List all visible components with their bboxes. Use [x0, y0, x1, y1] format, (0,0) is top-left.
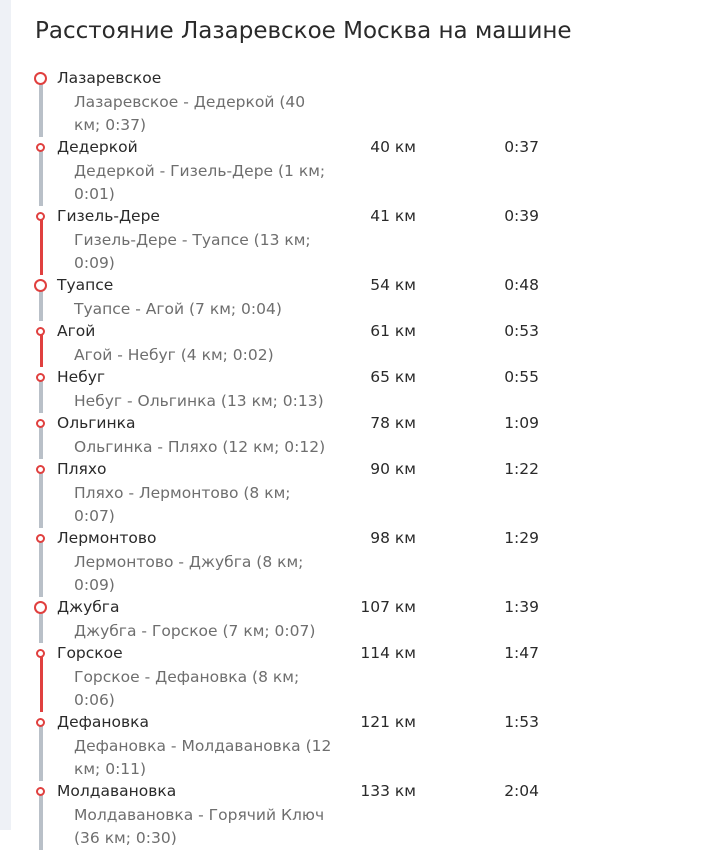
route-point-icon	[34, 279, 47, 292]
segment-description: Молдавановка - Горячий Ключ (36 км; 0:30)	[74, 806, 325, 847]
route-stop	[0, 643, 719, 712]
route-stop	[0, 367, 719, 413]
route-point-icon	[36, 465, 45, 474]
segment-description: Агой - Небуг (4 км; 0:02)	[74, 346, 274, 364]
stop-time: 0:37	[504, 138, 539, 156]
route-point-icon	[36, 649, 45, 658]
route-point-icon	[36, 534, 45, 543]
route-connector-line	[39, 381, 43, 413]
route-connector-line	[40, 220, 43, 275]
route-point-icon	[36, 327, 45, 336]
stop-distance: 78 км	[370, 414, 416, 432]
stop-time: 1:29	[504, 529, 539, 547]
stop-name: Лермонтово	[57, 529, 157, 547]
stop-time: 1:22	[504, 460, 539, 478]
stop-distance: 65 км	[370, 368, 416, 386]
segment-description: Ольгинка - Пляхо (12 км; 0:12)	[74, 438, 326, 456]
route-connector-line	[39, 151, 43, 206]
stop-name: Дефановка	[57, 713, 150, 731]
route-stop	[0, 68, 719, 137]
route-stop	[0, 459, 719, 528]
route-point-icon	[36, 419, 45, 428]
stop-name: Гизель-Дере	[57, 207, 160, 225]
stop-time: 0:53	[504, 322, 539, 340]
stop-distance: 114 км	[360, 644, 416, 662]
route-stop-header	[0, 275, 719, 298]
stop-time: 0:48	[504, 276, 539, 294]
segment-description: Пляхо - Лермонтово (8 км; 0:07)	[74, 484, 291, 525]
stop-time: 2:04	[504, 782, 539, 800]
stop-distance: 40 км	[370, 138, 416, 156]
segment-description: Небуг - Ольгинка (13 км; 0:13)	[74, 392, 324, 410]
route-stop-header	[0, 321, 719, 344]
route-stop	[0, 413, 719, 459]
route-connector-line	[39, 795, 43, 850]
route-connector-line	[39, 82, 43, 137]
route-connector-line	[39, 726, 43, 781]
stop-name: Джубга	[57, 598, 120, 616]
route-connector-line	[40, 335, 43, 367]
route-stop	[0, 712, 719, 781]
route-stop-header	[0, 781, 719, 804]
stop-time: 1:09	[504, 414, 539, 432]
route-connector-line	[39, 611, 43, 643]
segment-description: Джубга - Горское (7 км; 0:07)	[74, 622, 316, 640]
stop-time: 0:55	[504, 368, 539, 386]
stop-distance: 98 км	[370, 529, 416, 547]
stop-name: Молдавановка	[57, 782, 177, 800]
segment-description: Дефановка - Молдавановка (12 км; 0:11)	[74, 737, 332, 778]
stop-distance: 133 км	[360, 782, 416, 800]
stop-time: 1:39	[504, 598, 539, 616]
route-list	[0, 68, 719, 850]
segment-description: Горское - Дефановка (8 км; 0:06)	[74, 668, 300, 709]
page-title: Расстояние Лазаревское Москва на машине	[35, 18, 572, 44]
stop-distance: 41 км	[370, 207, 416, 225]
route-point-icon	[36, 212, 45, 221]
route-stop	[0, 275, 719, 321]
stop-distance: 54 км	[370, 276, 416, 294]
route-stop	[0, 206, 719, 275]
route-point-icon	[36, 373, 45, 382]
stop-name: Лазаревское	[57, 69, 162, 87]
route-connector-line	[40, 657, 43, 712]
stop-name: Пляхо	[57, 460, 107, 478]
route-stop-header	[0, 528, 719, 551]
route-stop	[0, 528, 719, 597]
route-connector-line	[39, 473, 43, 528]
route-stop-header	[0, 413, 719, 436]
route-point-icon	[36, 718, 45, 727]
stop-time: 1:47	[504, 644, 539, 662]
stop-name: Агой	[57, 322, 96, 340]
segment-description: Лермонтово - Джубга (8 км; 0:09)	[74, 553, 304, 594]
segment-description: Гизель-Дере - Туапсе (13 км; 0:09)	[74, 231, 311, 272]
route-stop-header	[0, 643, 719, 666]
route-connector-line	[39, 427, 43, 459]
stop-name: Небуг	[57, 368, 106, 386]
route-stop-header	[0, 712, 719, 735]
stop-distance: 121 км	[360, 713, 416, 731]
route-stop-header	[0, 597, 719, 620]
route-point-icon	[36, 787, 45, 796]
route-stop	[0, 321, 719, 367]
stop-name: Ольгинка	[57, 414, 136, 432]
route-connector-line	[39, 289, 43, 321]
route-stop-header	[0, 367, 719, 390]
route-connector-line	[39, 542, 43, 597]
segment-description: Дедеркой - Гизель-Дере (1 км; 0:01)	[74, 162, 326, 203]
stop-name: Горское	[57, 644, 123, 662]
stop-time: 1:53	[504, 713, 539, 731]
route-stop-header	[0, 68, 719, 91]
segment-description: Туапсе - Агой (7 км; 0:04)	[74, 300, 282, 318]
route-stop-header	[0, 137, 719, 160]
route-point-icon	[34, 601, 47, 614]
route-stop-header	[0, 459, 719, 482]
stop-distance: 61 км	[370, 322, 416, 340]
stop-name: Дедеркой	[57, 138, 138, 156]
stop-time: 0:39	[504, 207, 539, 225]
stop-distance: 90 км	[370, 460, 416, 478]
route-stop-header	[0, 206, 719, 229]
route-stop	[0, 597, 719, 643]
route-stop	[0, 781, 719, 850]
route-stop	[0, 137, 719, 206]
stop-name: Туапсе	[57, 276, 114, 294]
segment-description: Лазаревское - Дедеркой (40 км; 0:37)	[74, 93, 306, 134]
route-point-icon	[34, 72, 47, 85]
route-point-icon	[36, 143, 45, 152]
stop-distance: 107 км	[360, 598, 416, 616]
